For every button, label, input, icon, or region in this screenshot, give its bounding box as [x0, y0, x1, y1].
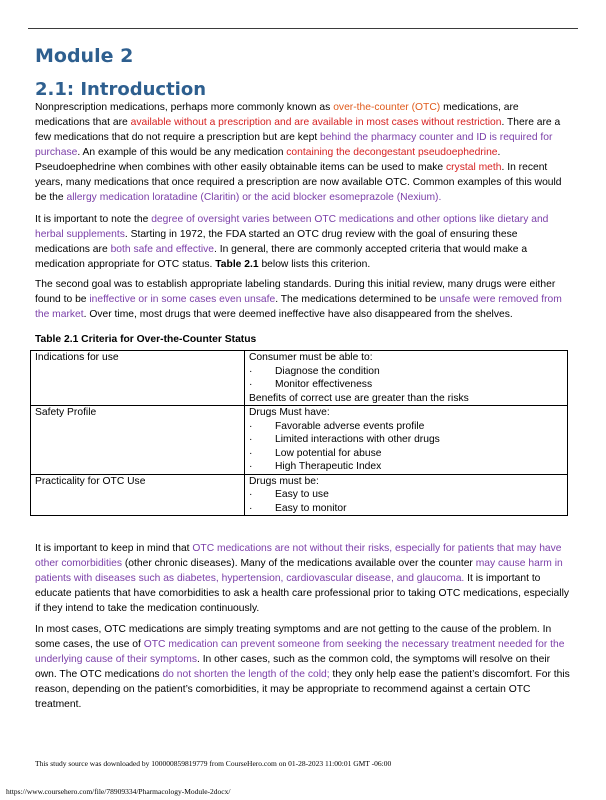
- text-run: . There are a few medications that do not require a prescription but are kept: [35, 117, 561, 143]
- list-item-text: Easy to monitor: [275, 502, 347, 514]
- table-cell-label: Practicality for OTC Use: [31, 474, 245, 516]
- text-run: . Over time, most drugs that were deemed ineffective have also disappeared from the shelves.: [83, 309, 513, 320]
- bullet-icon: ·: [249, 461, 253, 472]
- highlight-otc-examples: allergy medication loratadine (Claritin) or the acid blocker esomeprazole (Nexium).: [66, 192, 442, 203]
- table-cell-criteria: [245, 474, 568, 516]
- criteria-outro: Benefits of correct use are greater than the risks: [249, 392, 469, 404]
- highlight-pseudoephedrine: containing the decongestant pseudoephedrine: [286, 147, 498, 158]
- list-item: [249, 378, 563, 392]
- list-item-text: Limited interactions with other drugs: [275, 434, 440, 445]
- text-run: they only help ease the patient’s discomfort. For this reason, depending on the patient’s comorbidities, it may be appropriate to recommend against a certain OTC treatment.: [35, 669, 570, 710]
- list-item: [249, 447, 563, 461]
- list-item-text: Easy to use: [275, 489, 329, 500]
- text-run: . An example of this would be any medication: [77, 147, 287, 158]
- text-run: It is important to keep in mind that: [35, 543, 193, 554]
- text-run: . Pseudoephedrine when combines with other easily obtainable items can be used to make: [35, 147, 501, 173]
- table-cell-criteria: [245, 406, 568, 475]
- paragraph-otc-definition: [35, 100, 572, 205]
- text-run: . In other cases, such as the common cold, the symptoms will resolve on their own. The OTC medications: [35, 654, 551, 680]
- highlight-cold: do not shorten the length of the cold;: [162, 669, 330, 680]
- download-notice: This study source was downloaded by 100000859819779 from CourseHero.com on 01-28-2023 11:00:01 GMT -06:00: [35, 759, 392, 768]
- table-reference: Table 2.1: [215, 259, 259, 270]
- highlight-ineffective: ineffective or in some cases even unsafe: [89, 294, 276, 305]
- bullet-icon: ·: [249, 447, 253, 459]
- list-item-text: Favorable adverse events profile: [275, 420, 425, 432]
- bullet-icon: ·: [249, 365, 253, 377]
- list-item-text: Monitor effectiveness: [275, 379, 373, 390]
- section-title: 2.1: Introduction: [35, 79, 207, 100]
- criteria-intro: Drugs Must have:: [249, 407, 330, 418]
- list-item: [249, 433, 563, 447]
- text-run: (other chronic diseases). Many of the medications available over the counter: [122, 558, 476, 569]
- text-run: medications, are medications that are: [35, 102, 519, 128]
- text-run: Nonprescription medications, perhaps more commonly known as: [35, 102, 334, 113]
- highlight-otc-term: over-the-counter (OTC): [333, 102, 441, 113]
- table-row: [31, 474, 568, 516]
- text-run: It is important to note the: [35, 214, 152, 225]
- paragraph-comorbidities: [35, 541, 572, 616]
- paragraph-labeling: [35, 277, 572, 322]
- highlight-no-prescription: available without a prescription and are available in most cases without restriction: [130, 117, 502, 128]
- bullet-icon: ·: [249, 420, 253, 432]
- text-run: below lists this criterion.: [258, 259, 371, 270]
- highlight-harm: may cause harm in patients with diseases such as diabetes, hypertension, cardiovascular disease, and glaucoma.: [35, 558, 563, 584]
- highlight-risks: OTC medications are not without their risks, especially for patients that may have other comorbidities: [35, 543, 562, 569]
- criteria-intro: Consumer must be able to:: [249, 352, 373, 363]
- list-item-text: High Therapeutic Index: [275, 461, 382, 472]
- module-title: Module 2: [35, 45, 134, 67]
- paragraph-symptoms: [35, 622, 572, 712]
- otc-criteria-table: [30, 350, 568, 516]
- text-run: . In recent years, many medications that once required a prescription are now available OTC. Common examples of this would be the: [35, 162, 562, 203]
- source-url[interactable]: https://www.coursehero.com/file/78909334/Pharmacology-Module-2docx/: [6, 787, 231, 796]
- table-row: [31, 351, 568, 406]
- table-caption: Table 2.1 Criteria for Over-the-Counter Status: [35, 334, 257, 345]
- list-item: [249, 488, 563, 502]
- table-cell-criteria: [245, 351, 568, 406]
- list-item-text: Low potential for abuse: [275, 447, 382, 459]
- bullet-icon: ·: [249, 434, 253, 445]
- header-rule: [28, 28, 578, 29]
- highlight-behind-counter: behind the pharmacy counter and ID is required for purchase: [35, 132, 553, 158]
- text-run: It is important to educate patients that have comorbidities to ask a health care professional prior to taking OTC medications, especially if they intend to take the medication continuously.: [35, 573, 570, 614]
- table-cell-label: Safety Profile: [31, 406, 245, 475]
- highlight-prevent-treatment: OTC medication can prevent someone from seeking the necessary treatment needed for the underlying cause of their symptoms: [35, 639, 565, 665]
- criteria-intro: Drugs must be:: [249, 475, 319, 487]
- bullet-icon: ·: [249, 489, 253, 500]
- list-item: [249, 502, 563, 516]
- highlight-safe-effective: both safe and effective: [110, 244, 214, 255]
- text-run: The second goal was to establish appropriate labeling standards. During this initial review, many drugs were either found to be: [35, 279, 556, 305]
- list-item-text: Diagnose the condition: [275, 365, 380, 377]
- highlight-crystal-meth: crystal meth: [445, 162, 502, 173]
- list-item: [249, 365, 563, 379]
- text-run: . Starting in 1972, the FDA started an OTC drug review with the goal of ensuring these medications are: [35, 229, 518, 255]
- list-item: [249, 420, 563, 434]
- highlight-removed: unsafe were removed from the market: [35, 294, 562, 320]
- list-item: [249, 460, 563, 474]
- bullet-icon: ·: [249, 502, 253, 514]
- text-run: . The medications determined to be: [275, 294, 440, 305]
- text-run: . In general, there are commonly accepted criteria that would make a medication appropriate for OTC status.: [35, 244, 528, 270]
- highlight-oversight: degree of oversight varies between OTC medications and other options like dietary and herbal supplements: [35, 214, 549, 240]
- text-run: In most cases, OTC medications are simply treating symptoms and are not getting to the cause of the problem. In some cases, the use of: [35, 624, 552, 650]
- table-cell-label: Indications for use: [31, 351, 245, 406]
- bullet-icon: ·: [249, 379, 253, 390]
- table-row: [31, 406, 568, 475]
- paragraph-oversight: [35, 212, 572, 272]
